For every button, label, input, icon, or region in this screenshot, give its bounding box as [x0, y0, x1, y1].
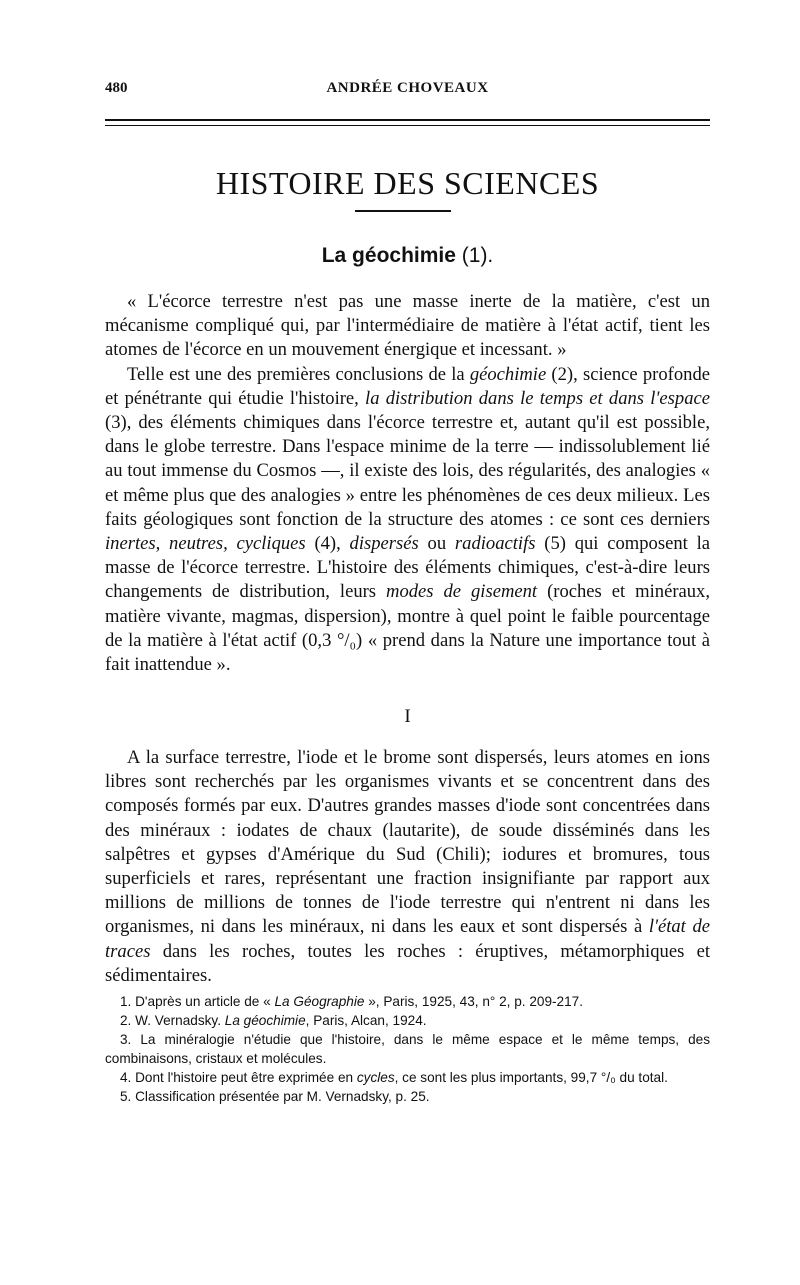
footnote-ref: (3) [105, 412, 127, 434]
footnote-2: 2. W. Vernadsky. La géochimie, Paris, Alcan, 1924. [120, 1013, 427, 1028]
term-radioactifs: radioactifs [454, 533, 536, 555]
term-disperses: dispersés [349, 533, 419, 555]
section-one-paragraph: A la surface terrestre, l'iode et le brome sont dispersés, leurs atomes en ions libres sont recherchés par les organismes vivants et se concentrent dans des composés formés par eux. D'autres grandes masses d'iode sont concentrées dans des minéraux : iodates de chaux (lautarite), de soude disséminés dans les salpêtres et gypses d'Amérique du Sud (Chili); iodures et bromures, tous superficiels et rares, représentant une fraction insignifiante par rapport aux millions de millions de tonnes de l'iode terrestre qui n'entrent ni dans les organismes, ni dans les minéraux, ni dans les eaux et sont dispersés à l'état de traces dans les roches, toutes les roches : éruptives, métamorphiques et sédimentaires. [105, 747, 710, 986]
intro-quote: « L'écorce terrestre n'est pas une masse inerte de la matière, c'est un mécanisme compliqué qui, par l'intermédiaire de matière à l'état actif, tient les atomes de l'écorce en un mouvement énergique et incessant. » [105, 291, 710, 361]
footnote-1: 1. D'après un article de « La Géographie », Paris, 1925, 43, n° 2, p. 209-217. [120, 994, 583, 1009]
footnote-3: 3. La minéralogie n'étudie que l'histoire, dans le même espace et le même temps, des combinaisons, cristaux et molécules. [105, 1032, 710, 1066]
section-title: HISTOIRE DES SCIENCES [215, 165, 600, 201]
title-divider [355, 210, 451, 212]
page-number: 480 [105, 80, 128, 96]
section-number: I [404, 706, 411, 727]
article-title-note: (1). [461, 244, 494, 267]
running-title: ANDRÉE CHOVEAUX [326, 80, 489, 96]
section-one-text [105, 746, 710, 988]
footnote-ref: (5) [535, 533, 566, 555]
running-head [105, 80, 710, 100]
intro-text [105, 290, 710, 677]
term-inertes: inertes, neutres, cycliques [105, 533, 306, 555]
term-modes: modes de gisement [386, 581, 538, 603]
header-rule-thin [105, 125, 710, 126]
article-title [105, 244, 710, 268]
intro-paragraph: Telle est une des premières conclusions de la géochimie (2), science profonde et pénétrante qui étudie l'histoire, la distribution dans le temps et dans l'espace (3), des éléments chimiques dans l'écorce terrestre et, autant qu'il est possible, dans le globe terrestre. Dans l'espace minime de la terre — indissolublement lié au tout immense du Cosmos —, il existe des lois, des régularités, des analogies « et même plus que des analogies » entre les phénomènes de ces deux milieux. Les faits géologiques sont fonction de la structure des atomes : ce sont ces derniers inertes, neutres, cycliques (4), dispersés ou radioactifs (5) qui composent la masse de l'écorce terrestre. L'histoire des éléments chimiques, c'est-à-dire leurs changements de distribution, leurs modes de gisement (roches et minéraux, matière vivante, magmas, dispersion), montre à quel point le faible pourcentage de la matière à l'état actif (0,3 °/₀) « prend dans la Nature une importance tout à fait inattendue ». [105, 363, 711, 676]
footnote-5: 5. Classification présentée par M. Vernadsky, p. 25. [120, 1089, 430, 1104]
header-rule-thick [105, 119, 710, 121]
term-distribution: la distribution dans le temps et dans l'espace [365, 387, 710, 409]
footnote-ref: (2) [546, 363, 574, 385]
footnote-ref: (4) [305, 533, 337, 555]
article-title-text: La géochimie [321, 244, 456, 267]
footnotes [105, 992, 710, 1106]
term-geochimie: géochimie [469, 363, 547, 385]
footnote-4: 4. Dont l'histoire peut être exprimée en cycles, ce sont les plus importants, 99,7 °/₀ du total. [120, 1070, 668, 1085]
term-etat-de-traces: l'état de traces [105, 916, 710, 962]
